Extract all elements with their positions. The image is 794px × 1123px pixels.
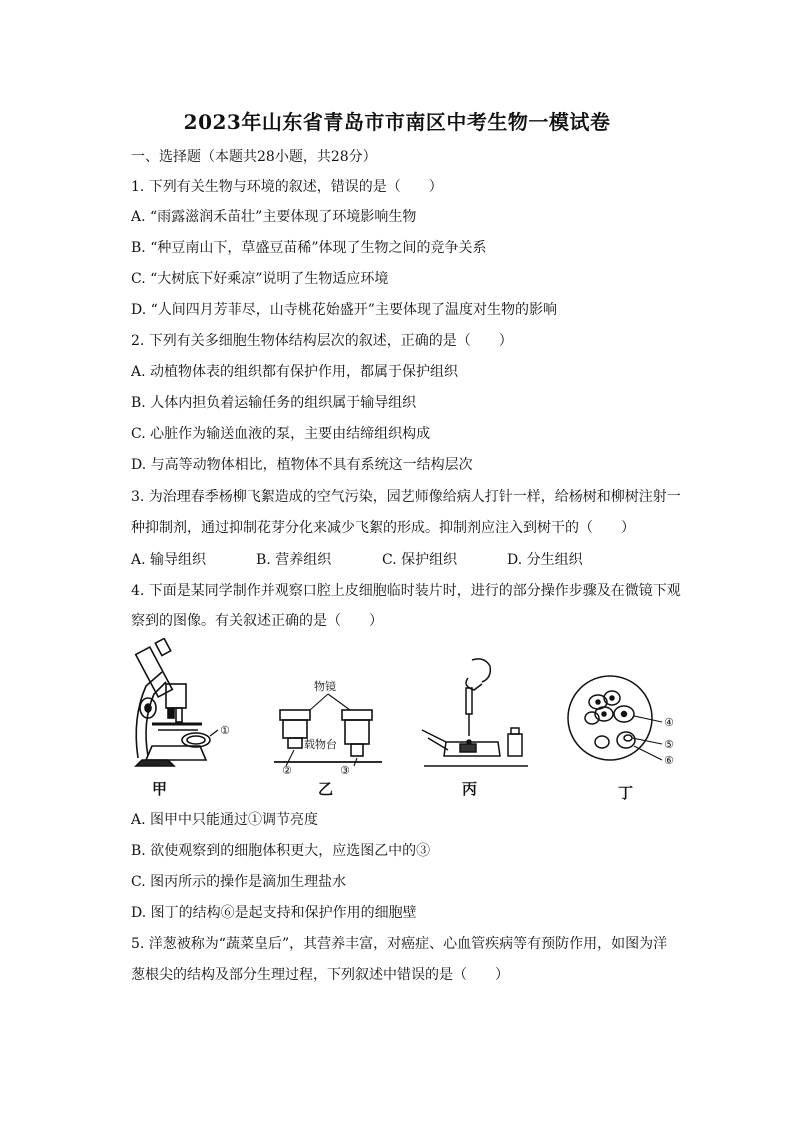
figure-callout-1: ① (220, 724, 230, 737)
question-3-stem-line-2: 种抑制剂，通过抑制花芽分化来减少飞絮的形成。抑制剂应注入到树干的（ ） (131, 520, 635, 536)
section-heading: 一、选择题（本题共28小题，共28分） (131, 149, 377, 165)
figure-label-ding: 丁 (618, 784, 634, 802)
figure-callout-2: ② (282, 764, 292, 777)
question-3-option-d: D. 分生组织 (507, 552, 583, 568)
question-2-option-b: B. 人体内担负着运输任务的组织属于输导组织 (131, 395, 417, 411)
figure-label-yi: 乙 (318, 780, 334, 798)
question-2-stem: 2. 下列有关多细胞生物体结构层次的叙述，正确的是（ ） (131, 333, 513, 349)
question-1-stem: 1. 下列有关生物与环境的叙述，错误的是（ ） (131, 179, 443, 195)
question-4-stem-line-1: 4. 下面是某同学制作并观察口腔上皮细胞临时装片时，进行的部分操作步骤及在微镜下观 (131, 583, 681, 599)
question-1-option-b: B. “种豆南山下，草盛豆苗稀”体现了生物之间的竞争关系 (131, 240, 487, 256)
question-3-option-c: C. 保护组织 (382, 552, 458, 568)
question-3-stem-line-1: 3. 为治理春季杨柳飞絮造成的空气污染，园艺师像给病人打针一样，给杨树和柳树注射一 (131, 489, 681, 505)
question-4-option-d: D. 图丁的结构⑥是起支持和保护作用的细胞壁 (131, 905, 417, 921)
question-5-stem-line-1: 5. 洋葱被称为“蔬菜皇后”，其营养丰富，对癌症、心血管疾病等有预防作用，如图为洋 (131, 936, 668, 952)
question-5-stem-line-2: 葱根尖的结构及部分生理过程，下列叙述中错误的是（ ） (131, 967, 509, 983)
page-title: 2023年山东省青岛市市南区中考生物一模试卷 (183, 110, 611, 134)
question-4-stem-line-2: 察到的图像。有关叙述正确的是（ ） (131, 613, 383, 629)
figure-callout-4: ④ (664, 716, 674, 729)
question-1-option-a: A. “雨露滋润禾苗壮”主要体现了环境影响生物 (131, 209, 417, 225)
question-4-figure (128, 638, 708, 808)
cell-view-illustration (568, 676, 662, 760)
figure-callout-objective: 物镜 (314, 680, 336, 693)
figure-label-jia: 甲 (152, 780, 168, 798)
figure-label-bing: 丙 (462, 780, 478, 798)
figure-callout-5: ⑤ (664, 738, 674, 751)
question-3-options (131, 551, 691, 569)
question-4-option-a: A. 图甲中只能通过①调节亮度 (131, 812, 319, 828)
microscope-illustration (136, 638, 218, 766)
objective-lens-illustration (274, 694, 382, 766)
question-2-option-a: A. 动植物体表的组织都有保护作用，都属于保护组织 (131, 364, 459, 380)
question-2-option-d: D. 与高等动物体相比，植物体不具有系统这一结构层次 (131, 457, 473, 473)
figure-callout-3: ③ (340, 764, 350, 777)
figure-callout-stage: 载物台 (304, 738, 337, 751)
question-1-option-c: C. “大树底下好乘凉”说明了生物适应环境 (131, 271, 389, 287)
figure-callout-6: ⑥ (664, 754, 674, 767)
dropper-illustration (422, 659, 528, 766)
question-1-option-d: D. “人间四月芳菲尽，山寺桃花始盛开”主要体现了温度对生物的影响 (131, 302, 557, 318)
question-4-option-b: B. 欲使观察到的细胞体积更大，应选图乙中的③ (131, 843, 431, 859)
question-4-option-c: C. 图丙所示的操作是滴加生理盐水 (131, 874, 347, 890)
question-2-option-c: C. 心脏作为输送血液的泵，主要由结缔组织构成 (131, 426, 431, 442)
question-3-option-a: A. 输导组织 (131, 552, 207, 568)
question-3-option-b: B. 营养组织 (256, 552, 332, 568)
